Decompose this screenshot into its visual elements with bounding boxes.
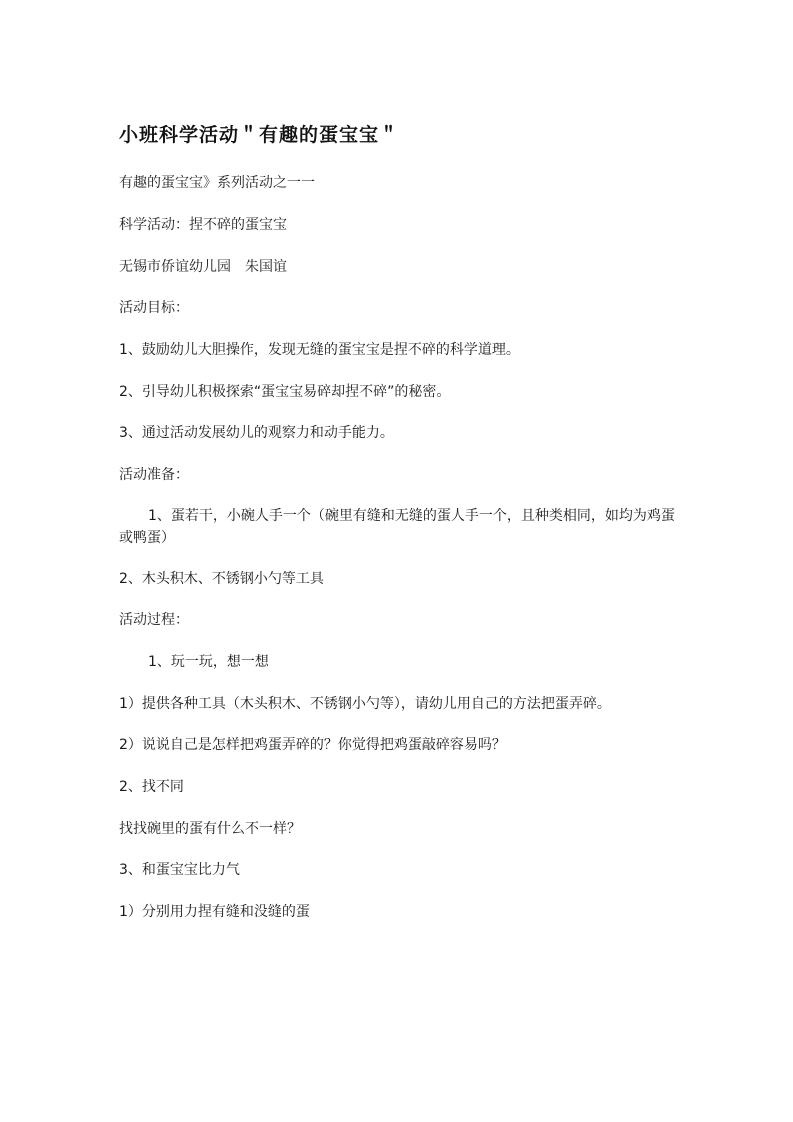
section-heading-preparation: 活动准备： (119, 467, 189, 483)
process-step-3: 3、和蛋宝宝比力气 (119, 862, 240, 878)
goal-item-2: 2、引导幼儿积极探索“蛋宝宝易碎却捏不碎”的秘密。 (119, 384, 451, 400)
process-step-1-substep-2: 2）说说自己是怎样把鸡蛋弄碎的？你觉得把鸡蛋敲碎容易吗？ (119, 737, 506, 753)
preparation-item-2: 2、木头积木、不锈钢小勺等工具 (119, 571, 324, 587)
activity-name: 科学活动：捏不碎的蛋宝宝 (119, 217, 287, 233)
section-heading-process: 活动过程： (119, 612, 189, 628)
process-step-1-substep-1: 1）提供各种工具（木头积木、不锈钢小勺等），请幼儿用自己的方法把蛋弄碎。 (119, 696, 611, 712)
goal-item-3: 3、通过活动发展幼儿的观察力和动手能力。 (119, 425, 394, 441)
process-step-3-substep-1: 1）分别用力捏有缝和没缝的蛋 (119, 904, 310, 920)
author-line: 无锡市侨谊幼儿园 朱国谊 (119, 259, 287, 275)
page-title: 小班科学活动＂有趣的蛋宝宝＂ (119, 124, 400, 146)
section-heading-goals: 活动目标： (119, 300, 189, 316)
process-step-2: 2、找不同 (119, 779, 184, 795)
preparation-item-1 (119, 505, 679, 549)
series-subtitle: 有趣的蛋宝宝》系列活动之一一 (119, 175, 315, 191)
process-step-2-detail: 找找碗里的蛋有什么不一样？ (119, 821, 301, 837)
preparation-item-1-text: 1、蛋若干，小碗人手一个（碗里有缝和无缝的蛋人手一个，且种类相同，如均为鸡蛋或鸭蛋） (119, 508, 675, 546)
goal-item-1: 1、鼓励幼儿大胆操作，发现无缝的蛋宝宝是捏不碎的科学道理。 (119, 342, 520, 358)
process-step-1: 1、玩一玩，想一想 (148, 654, 269, 670)
